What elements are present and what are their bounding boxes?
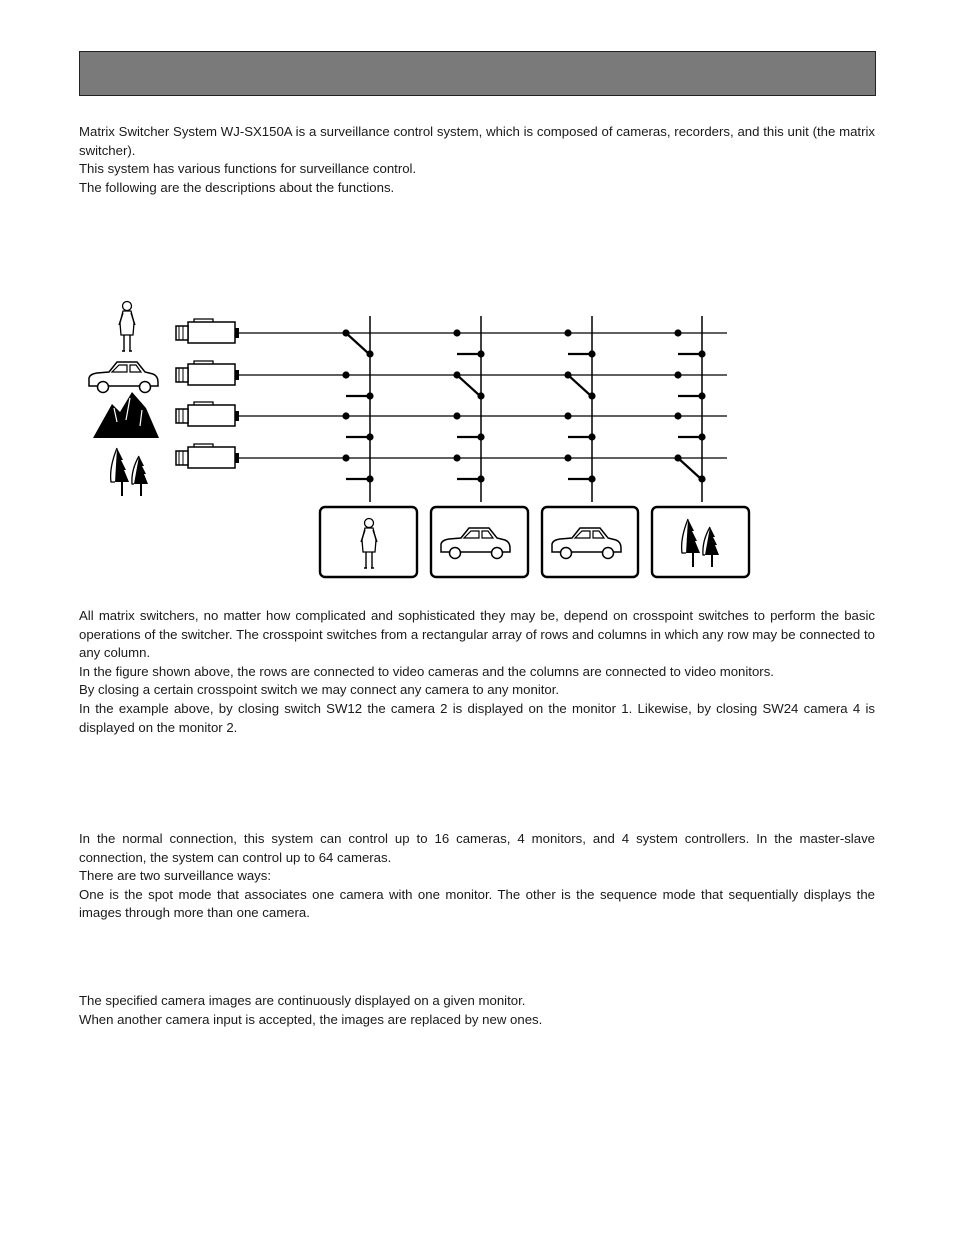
crosspoint-switch-c1-r1 <box>342 329 373 357</box>
crosspoint-line: In the figure shown above, the rows are connected to video cameras and the columns are connected to video monitors. <box>79 663 774 679</box>
camera-4-icon <box>176 444 239 468</box>
spot-mode-line: When another camera input is accepted, the images are replaced by new ones. <box>79 1011 543 1027</box>
crosspoint-switch-c4-r1 <box>674 329 705 357</box>
crosspoint-switch-c3-r4 <box>564 454 595 482</box>
spot-mode-paragraph <box>79 992 875 1029</box>
crosspoint-line: By closing a certain crosspoint switch we may connect any camera to any monitor. <box>79 682 560 698</box>
crosspoint-switch-c2-r2 <box>453 371 484 399</box>
crosspoint-switch-c4-r2 <box>674 371 705 399</box>
subject-trees-icon <box>111 448 148 496</box>
system-paragraph <box>79 830 875 923</box>
crosspoint-switch-c4-r3 <box>674 412 705 440</box>
monitor-3 <box>542 507 638 577</box>
crosspoint-switch-c4-r4 <box>674 454 705 482</box>
camera-2-icon <box>176 361 239 385</box>
subject-person-icon <box>119 302 135 352</box>
system-line: One is the spot mode that associates one camera with one monitor. The other is the sequence mode that sequentially displays the images through more than one camera. <box>79 886 875 921</box>
monitor-4 <box>652 507 749 577</box>
intro-line: This system has various functions for surveillance control. <box>79 161 417 177</box>
crosspoint-switch-diagram <box>0 0 954 600</box>
subject-car-icon <box>89 362 158 393</box>
crosspoint-switch-c1-r3 <box>342 412 373 440</box>
crosspoint-switch-c3-r2 <box>564 371 595 399</box>
intro-line: The following are the descriptions about the functions. <box>79 179 395 195</box>
crosspoint-line: In the example above, by closing switch SW12 the camera 2 is displayed on the monitor 1. Likewise, by closing SW24 camera 4 is displayed on the monitor 2. <box>79 700 875 735</box>
camera-1-icon <box>176 319 239 343</box>
monitor-1 <box>320 507 417 577</box>
crosspoint-line: All matrix switchers, no matter how complicated and sophisticated they may be, depend on crosspoint switches to perform the basic operations of the switcher. The crosspoint switches from a rectangular array of rows and columns in which any row may be connected to any column. <box>79 608 875 661</box>
subject-mountain-icon <box>93 392 159 438</box>
crosspoint-switch-c1-r2 <box>342 371 373 399</box>
crosspoint-switch-c2-r1 <box>453 329 484 357</box>
crosspoint-switch-c2-r3 <box>453 412 484 440</box>
crosspoint-switch-c3-r3 <box>564 412 595 440</box>
spot-mode-line: The specified camera images are continuously displayed on a given monitor. <box>79 993 526 1008</box>
intro-line: Matrix Switcher System WJ-SX150A is a surveillance control system, which is composed of cameras, recorders, and this unit (the matrix switcher). <box>79 124 875 158</box>
camera-3-icon <box>176 402 239 426</box>
crosspoint-paragraph <box>79 607 875 737</box>
monitor-column-lines <box>370 316 702 502</box>
system-line: There are two surveillance ways: <box>79 868 272 884</box>
monitor-2 <box>431 507 528 577</box>
system-line: In the normal connection, this system can control up to 16 cameras, 4 monitors, and 4 system controllers. In the master-slave connection, the system can control up to 64 cameras. <box>79 831 875 865</box>
crosspoint-switch-c1-r4 <box>342 454 373 482</box>
crosspoint-switch-array <box>342 329 705 482</box>
crosspoint-switch-c2-r4 <box>453 454 484 482</box>
crosspoint-switch-c3-r1 <box>564 329 595 357</box>
